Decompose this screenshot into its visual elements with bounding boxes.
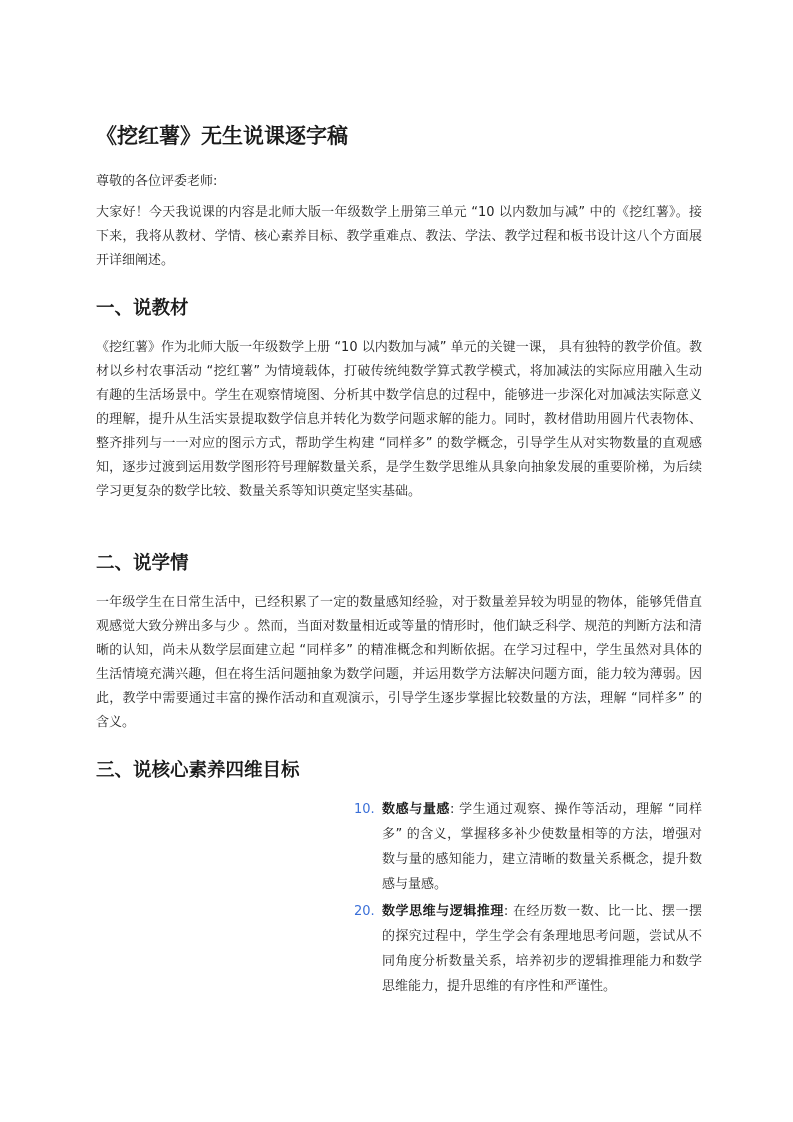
document-title: 《挖红薯》无生说课逐字稿 (96, 124, 348, 148)
goal-content (382, 797, 702, 897)
goal-term: 数感与量感 (382, 802, 451, 817)
intro-paragraph: 大家好！今天我说课的内容是北师大版一年级数学上册第三单元 “10 以内数加与减” 中的《挖红薯》。接下来，我将从教材、学情、核心素养目标、教学重难点、教法、学法、教学过程和板书设计这八个方面展开详细阐述。 (96, 205, 702, 268)
section-heading-goals: 三、说核心素养四维目标 (96, 760, 300, 781)
goal-list-item (354, 899, 702, 999)
goal-number: 20. (354, 904, 375, 919)
goal-text: : 在经历数一数、比一比、摆一摆的探究过程中，学生学会有条理地思考问题，尝试从不同角度分析数量关系，培养初步的逻辑推理能力和数学思维能力，提升思维的有序性和严谨性。 (382, 904, 702, 994)
section-body-textbook: 《挖红薯》作为北师大版一年级数学上册 “10 以内数加与减” 单元的关键一课， 具有独特的教学价值。教材以乡村农事活动 “挖红薯” 为情境载体，打破传统纯数学算式教学模式，将加减法的实际应用融入生动有趣的生活场景中。学生在观察情境图、分析其中数学信息的过程中，能够进一步深化对加减法实际意义的理解，提升从生活实景提取数学信息并转化为数学问题求解的能力。同时，教材借助用圆片代表物体、整齐排列与一一对应的图示方式，帮助学生构建 “同样多” 的数学概念，引导学生从对实物数量的直观感知，逐步过渡到运用数学图形符号理解数量关系，是学生数学思维从具象向抽象发展的重要阶梯，为后续学习更复杂的数学比较、数量关系等知识奠定坚实基础。 (96, 340, 702, 499)
goal-text: : 学生通过观察、操作等活动，理解 “同样多” 的含义，掌握移多补少使数量相等的方法，增强对数与量的感知能力，建立清晰的数量关系概念，提升数感与量感。 (382, 802, 702, 892)
section-heading-textbook: 一、说教材 (96, 298, 189, 319)
goal-term: 数学思维与逻辑推理 (382, 904, 504, 919)
goal-number: 10. (354, 802, 375, 817)
section-heading-students: 二、说学情 (96, 553, 189, 574)
section-body-students: 一年级学生在日常生活中，已经积累了一定的数量感知经验，对于数量差异较为明显的物体，能够凭借直观感觉大致分辨出多与少 。然而，当面对数量相近或等量的情形时，他们缺乏科学、规范的判断方法和清晰的认知，尚未从数学层面建立起 “同样多” 的精准概念和判断依据。在学习过程中，学生虽然对具体的生活情境充满兴趣，但在将生活问题抽象为数学问题，并运用数学方法解决问题方面，能力较为薄弱。因此，教学中需要通过丰富的操作活动和直观演示，引导学生逐步掌握比较数量的方法，理解 “同样多” 的含义。 (96, 595, 702, 730)
goal-content (382, 899, 702, 999)
goal-list-item (354, 797, 702, 897)
salutation: 尊敬的各位评委老师: (96, 174, 218, 189)
